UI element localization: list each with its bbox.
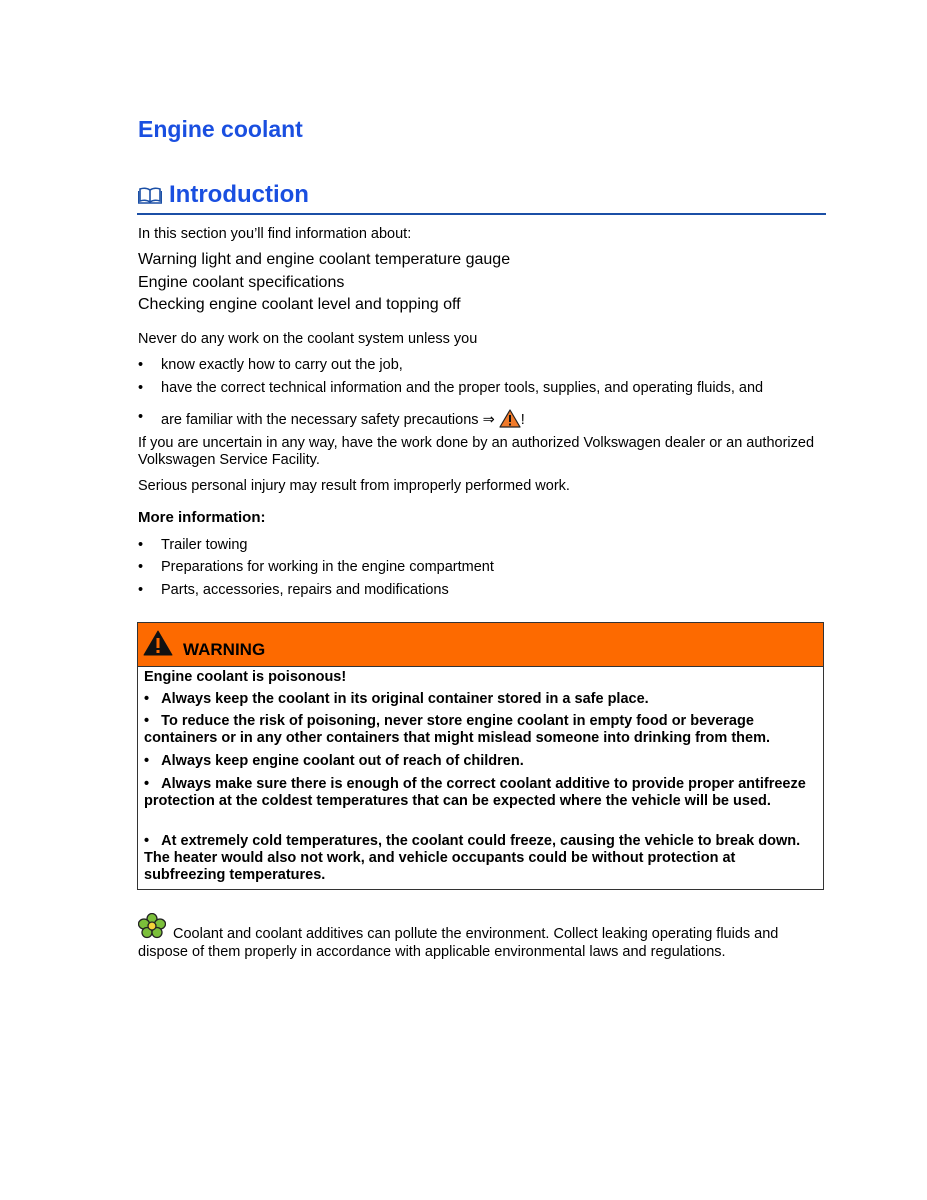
bullet: • — [138, 559, 144, 575]
more-info-link-trailer-towing[interactable]: Trailer towing — [161, 537, 248, 553]
environment-flower-icon — [138, 913, 166, 944]
bullet: • — [138, 409, 144, 425]
exclamation-suffix: ! — [520, 412, 525, 428]
warning-item — [144, 713, 816, 747]
list-item-text: have the correct technical information and the proper tools, supplies, and operating fluids, and — [161, 380, 764, 396]
warning-triangle-icon[interactable] — [499, 409, 521, 433]
topic-link-warning-light[interactable]: Warning light and engine coolant temperature gauge — [138, 251, 511, 268]
more-info-link-parts[interactable]: Parts, accessories, repairs and modifications — [161, 582, 449, 598]
warning-item-text: At extremely cold temperatures, the coolant could freeze, causing the vehicle to break down. The heater would also not work, and vehicle occupants could be without protection at subfreezing temperatures. — [144, 833, 801, 883]
never-text: Never do any work on the coolant system unless you — [138, 331, 478, 347]
more-info-link-preparations[interactable]: Preparations for working in the engine compartment — [161, 559, 494, 575]
injury-text: Serious personal injury may result from improperly performed work. — [138, 478, 570, 494]
warning-header — [138, 623, 823, 667]
warning-label: WARNING — [183, 640, 266, 659]
bullet: • — [144, 713, 150, 729]
section-heading — [137, 181, 826, 215]
page-title: Engine coolant — [138, 116, 303, 142]
topic-link-coolant-specs[interactable]: Engine coolant specifications — [138, 274, 345, 291]
environment-text-line1: Coolant and coolant additives can pollute the environment. Collect leaking operating fluids and — [173, 926, 779, 942]
warning-item — [144, 833, 816, 884]
uncertain-text: If you are uncertain in any way, have the work done by an authorized Volkswagen dealer or an authorized Volkswagen Service Facility. — [138, 435, 815, 468]
open-book-icon — [138, 186, 162, 209]
topic-link-checking-level[interactable]: Checking engine coolant level and topping off — [138, 296, 461, 313]
bullet: • — [144, 776, 150, 792]
warning-item-text: To reduce the risk of poisoning, never store engine coolant in empty food or beverage containers or in any other containers that might mislead someone into drinking from them. — [144, 713, 771, 746]
warning-item — [144, 691, 816, 708]
warning-triangle-icon — [143, 630, 173, 661]
warning-box — [137, 622, 824, 890]
bullet: • — [138, 357, 144, 373]
list-item-text: know exactly how to carry out the job, — [161, 357, 403, 373]
section-title: Introduction — [169, 181, 309, 208]
bullet: • — [144, 753, 150, 769]
environment-text-line2: dispose of them properly in accordance with applicable environmental laws and regulations. — [138, 944, 726, 960]
list-item-text: are familiar with the necessary safety precautions ⇒ — [161, 412, 495, 428]
warning-item-text: Always keep the coolant in its original container stored in a safe place. — [161, 691, 649, 707]
warning-item-text: Always make sure there is enough of the correct coolant additive to provide proper antifreeze protection at the coldest temperatures that can be expected where the vehicle will be used. — [144, 776, 806, 809]
warning-lead: Engine coolant is poisonous! — [144, 669, 347, 685]
more-info-heading: More information: — [138, 509, 266, 526]
bullet: • — [138, 537, 144, 553]
bullet: • — [144, 691, 150, 707]
intro-text: In this section you’ll find information about: — [138, 226, 412, 242]
bullet: • — [138, 380, 144, 396]
warning-item-text: Always keep engine coolant out of reach of children. — [161, 753, 524, 769]
warning-item — [144, 753, 816, 770]
bullet: • — [138, 582, 144, 598]
bullet: • — [144, 833, 150, 849]
warning-item — [144, 776, 816, 810]
